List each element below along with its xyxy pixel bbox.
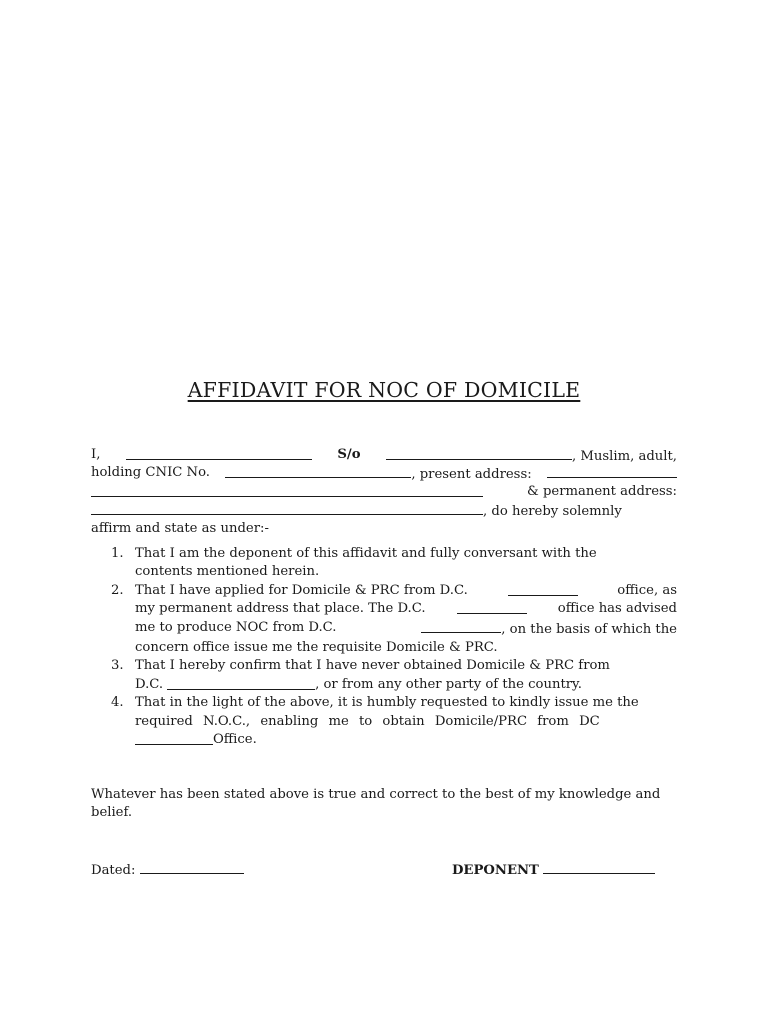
item-line	[135, 713, 677, 731]
deponent-label: DEPONENT	[452, 863, 539, 878]
dc-office-blank	[135, 731, 213, 745]
do-hereby-text: , do hereby solemnly	[483, 504, 622, 520]
cnic-blank	[225, 464, 411, 478]
item-text: , or from any other party of the country.	[315, 676, 582, 692]
affirm-text: affirm and state as under:-	[91, 520, 269, 536]
name-blank	[126, 446, 312, 460]
intro-line-5	[91, 520, 677, 538]
list-item	[91, 657, 677, 694]
dc-blank	[421, 619, 501, 633]
item-line	[135, 563, 677, 581]
muslim-adult-text: , Muslim, adult,	[572, 449, 677, 464]
item-text: my permanent address that place. The D.C.	[135, 601, 426, 617]
item-text: me to produce NOC from D.C.	[135, 619, 337, 635]
permanent-address-blank	[91, 501, 483, 515]
item-text: contents mentioned herein.	[135, 564, 320, 580]
dated-label: Dated:	[91, 863, 136, 878]
item-number: 1.	[111, 546, 124, 561]
dc-office-blank	[508, 582, 578, 596]
dc-blank	[167, 676, 315, 690]
present-address-blank-2	[91, 483, 483, 497]
date-blank	[140, 860, 244, 874]
intro-line-2	[91, 464, 677, 482]
item-number: 2.	[111, 582, 124, 598]
item-number: 3.	[111, 658, 124, 674]
intro-paragraph	[91, 446, 677, 538]
permanent-address-text: & permanent address:	[527, 483, 677, 499]
list-item	[91, 545, 677, 582]
item-text: Office.	[213, 732, 257, 748]
holding-cnic-text: holding CNIC No.	[91, 465, 210, 481]
document-title: AFFIDAVIT FOR NOC OF DOMICILE	[187, 378, 581, 402]
intro-line-3	[91, 483, 677, 501]
item-text: required N.O.C., enabling me to obtain Domicile/PRC from DC	[135, 713, 600, 729]
closing-statement: Whatever has been stated above is true and correct to the best of my knowledge and belief.	[91, 787, 661, 821]
so-label: S/o	[337, 447, 361, 462]
intro-line-4	[91, 501, 677, 519]
item-text: office, as	[617, 582, 677, 598]
father-name-blank	[386, 446, 572, 460]
item-line	[135, 600, 677, 618]
item-text: That I hereby confirm that I have never obtained Domicile & PRC from	[135, 658, 610, 674]
present-address-blank-1	[547, 464, 677, 478]
list-item	[91, 694, 677, 749]
item-line	[135, 676, 677, 694]
item-line	[135, 619, 677, 639]
item-text: That I am the deponent of this affidavit and fully conversant with the	[135, 546, 597, 561]
item-line	[135, 657, 677, 675]
deponent-field	[452, 860, 655, 878]
item-text: That I have applied for Domicile & PRC from D.C.	[135, 582, 468, 598]
item-line	[135, 694, 677, 712]
dated-field	[91, 860, 244, 878]
item-text: D.C.	[135, 676, 164, 692]
item-text: office has advised	[557, 601, 677, 617]
list-item	[91, 582, 677, 658]
item-line	[135, 639, 677, 657]
item-text: concern office issue me the requisite Domicile & PRC.	[135, 640, 498, 656]
item-text: , on the basis of which the	[501, 621, 677, 637]
intro-i-prefix: I,	[91, 447, 101, 462]
dc-office-blank	[457, 600, 527, 614]
item-number: 4.	[111, 695, 124, 711]
present-address-text: , present address:	[411, 467, 532, 483]
item-line	[135, 731, 677, 749]
affirmation-list	[91, 545, 677, 749]
item-line	[135, 582, 677, 600]
item-text: That in the light of the above, it is humbly requested to kindly issue me the	[135, 695, 639, 711]
intro-line-1	[91, 446, 677, 464]
deponent-signature-blank	[543, 860, 655, 874]
item-line	[135, 545, 677, 563]
